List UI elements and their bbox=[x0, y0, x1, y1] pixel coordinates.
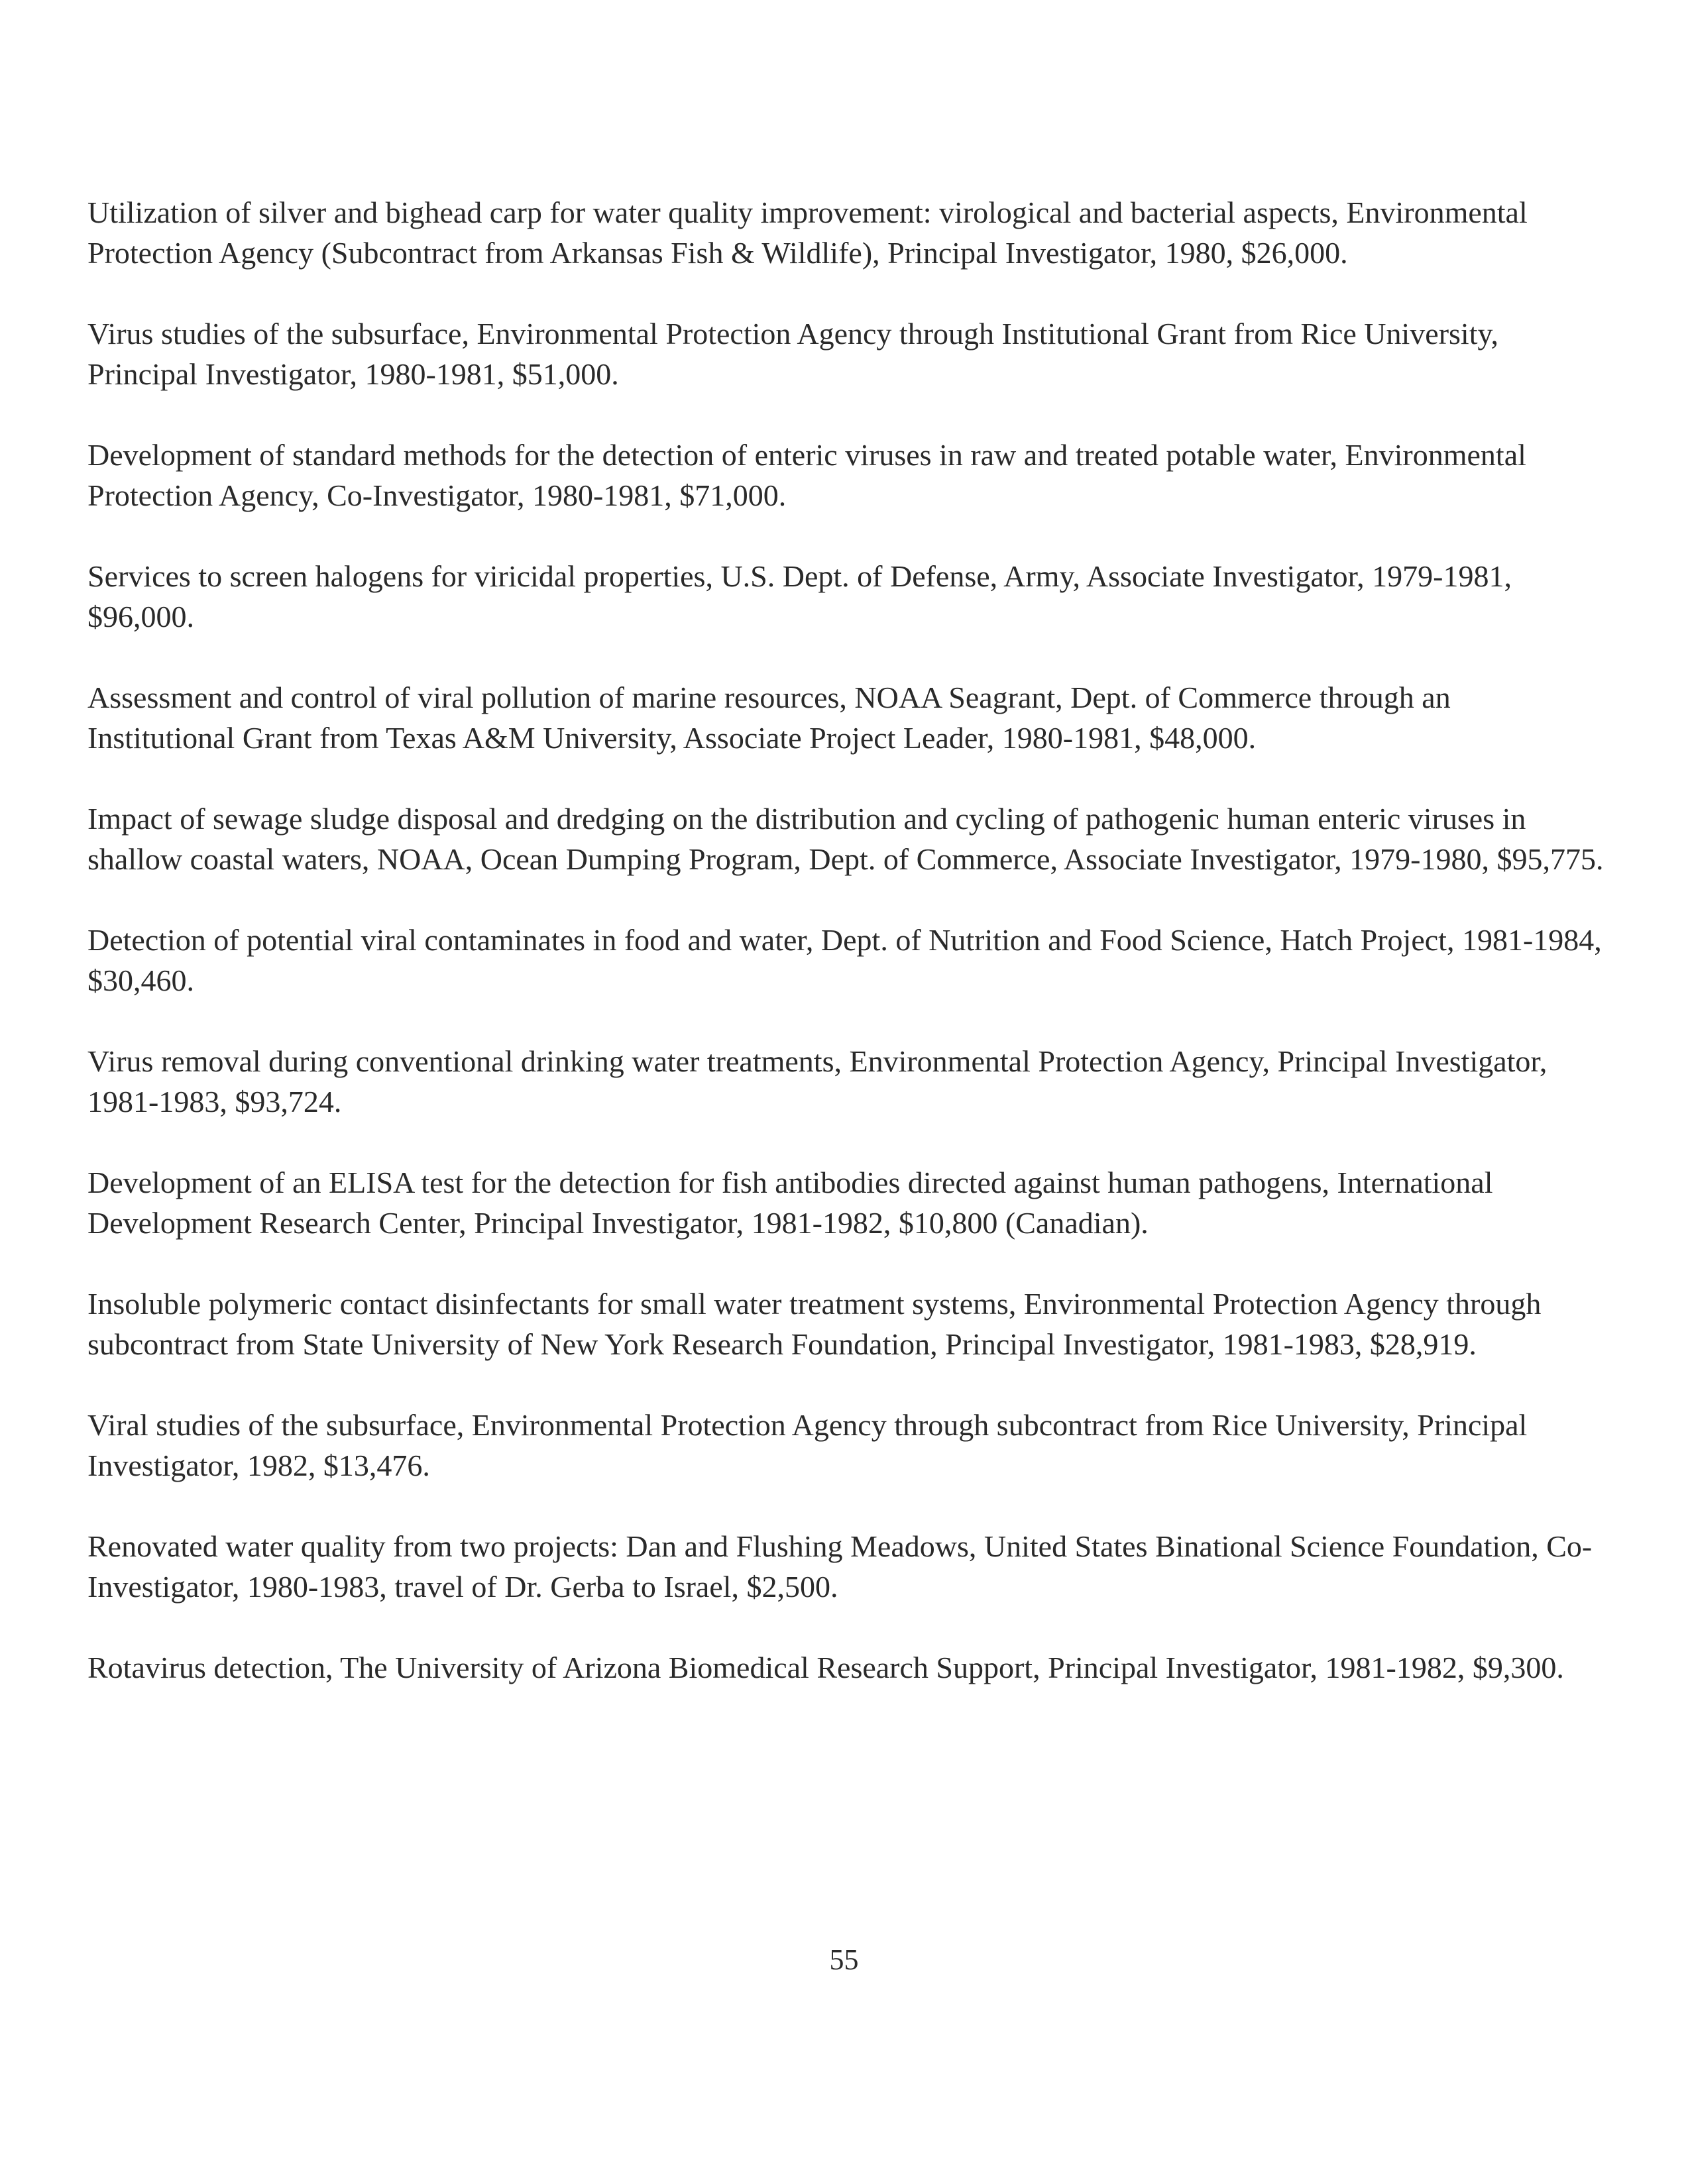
page-number: 55 bbox=[829, 1943, 859, 1976]
grant-entry: Detection of potential viral contaminates in food and water, Dept. of Nutrition and Food Science, Hatch Project, 1981-1984, $30,460. bbox=[87, 923, 1602, 997]
grant-entry: Renovated water quality from two projects: Dan and Flushing Meadows, United States Binational Science Foundation, Co-Investigator, 1980-1983, travel of Dr. Gerba to Israel, $2,500. bbox=[87, 1529, 1593, 1604]
grant-entry: Services to screen halogens for viricidal properties, U.S. Dept. of Defense, Army, Associate Investigator, 1979-1981, $96,000. bbox=[87, 559, 1512, 633]
grant-entry: Viral studies of the subsurface, Environmental Protection Agency through subcontract from Rice University, Principal Investigator, 1982, $13,476. bbox=[87, 1408, 1528, 1482]
grant-entry: Virus studies of the subsurface, Environmental Protection Agency through Institutional Grant from Rice University, Principal Investigator, 1980-1981, $51,000. bbox=[87, 317, 1498, 391]
grant-list bbox=[87, 192, 1605, 1728]
grant-entry: Development of an ELISA test for the detection for fish antibodies directed against human pathogens, International Development Research Center, Principal Investigator, 1981-1982, $10,800 (Canadian). bbox=[87, 1166, 1493, 1240]
grant-entry: Virus removal during conventional drinking water treatments, Environmental Protection Agency, Principal Investigator, 1981-1983, $93,724. bbox=[87, 1044, 1547, 1119]
grant-entry: Assessment and control of viral pollution of marine resources, NOAA Seagrant, Dept. of Commerce through an Institutional Grant from Texas A&M University, Associate Project Leader, 1980-1981, $48,000. bbox=[87, 681, 1451, 755]
grant-entry: Utilization of silver and bighead carp for water quality improvement: virological and bacterial aspects, Environmental Protection Agency (Subcontract from Arkansas Fish & Wildlife), Principal Investigator, 1980, $26,000. bbox=[87, 195, 1528, 270]
grant-entry: Insoluble polymeric contact disinfectants for small water treatment systems, Environmental Protection Agency through subcontract from State University of New York Research Foundation, Principal Investigator, 1981-1983, $28,919. bbox=[87, 1287, 1542, 1361]
grant-entry: Development of standard methods for the detection of enteric viruses in raw and treated potable water, Environmental Protection Agency, Co-Investigator, 1980-1981, $71,000. bbox=[87, 438, 1526, 512]
grant-entry: Rotavirus detection, The University of Arizona Biomedical Research Support, Principal Investigator, 1981-1982, $9,300. bbox=[87, 1651, 1564, 1684]
grant-entry: Impact of sewage sludge disposal and dredging on the distribution and cycling of pathogenic human enteric viruses in shallow coastal waters, NOAA, Ocean Dumping Program, Dept. of Commerce, Associate Investigator, 1979-1980, $95,775. bbox=[87, 802, 1604, 876]
